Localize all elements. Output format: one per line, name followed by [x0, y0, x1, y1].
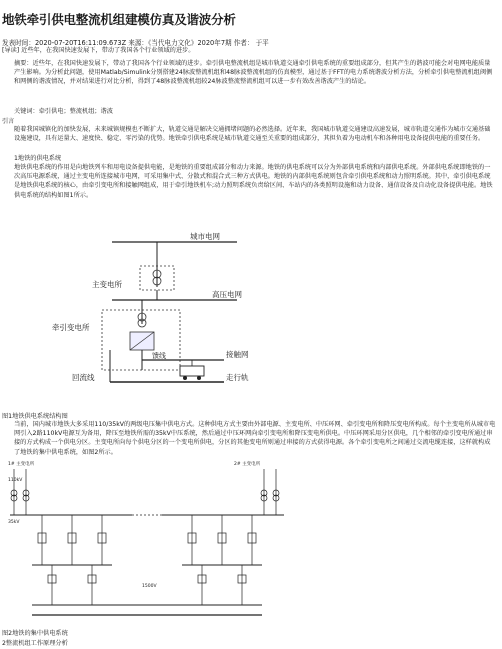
label-35kv: 35kV: [8, 520, 20, 525]
label-110kv: 110kV: [8, 478, 23, 483]
label-running-rail: 走行轨: [226, 373, 249, 382]
figure1-caption: 图1地铁供电系统结构图: [2, 413, 68, 420]
article-meta: 发表时间：2020-07-20T16:11:09.673Z 来源：《当代电力文化》2020年7期 作者： 于平: [2, 39, 269, 47]
label-main-substation: 主变电所: [92, 280, 122, 289]
figure2-caption: 图2地铁的集中供电系统: [2, 630, 68, 637]
label-catenary: 接触网: [226, 350, 249, 359]
label-source-left: 1# 主变电所: [8, 462, 35, 467]
label-1500v: 1500V: [142, 584, 157, 589]
label-source-right: 2# 主变电所: [234, 462, 261, 467]
guide-text: [导读] 近些年，在我国快速发展下，带动了我国各个行业领域的进步。: [2, 47, 195, 54]
label-traction-substation: 牵引变电所: [52, 323, 90, 332]
section1-heading: 1地铁的供电系统: [14, 155, 62, 162]
keywords: 关键词：牵引供电；整流机组；谐波: [14, 108, 113, 115]
label-return-line: 回流线: [72, 373, 95, 382]
paragraph-2: 当前，国内城市地铁大多采用110/35kV的两级电压集中供电方式。这种供电方式主要由外部电源、主变电所、中压环网、牵引变电所和降压变电所构成。每个主变电所从城市电网引入2路110kV电源互为备用，降压至地铁所需的35kV中压系统，然后通过中压环网向牵引变电所和降压变电所供电。中压环网采用分区供电，几个相邻的牵引变电所通过串接的方式构成一个供电分区。主变电所向每个供电分区的一个变电所供电，分区的其他变电所则通过串接的方式获得电源。各个牵引变电所之间通过交流电缆连接，这样就构成了地铁的集中供电系统，如图2所示。: [14, 421, 496, 456]
intro-text: 随着我国城镇化的加快发展，未来城镇规模也不断扩大，轨道交通是解决交通拥堵问题的必然选择。近年来，我国城市轨道交通建设高速发展，城市轨道交通作为城市交通基础设施建设，具有运量大、速度快、稳定、零污染的优势。地铁牵引供电系统是城市轨道交通至关重要的组成部分，其担负着为电动机车和各种用电设备提供电能的重要任务。: [14, 126, 491, 143]
label-hv-network: 高压电网: [212, 290, 242, 299]
intro-heading: 引言: [2, 118, 15, 125]
section2-heading: 2整流机组工作原理分析: [2, 640, 68, 647]
label-city-grid: 城市电网: [190, 232, 220, 241]
abstract-text: 摘要：近些年，在我国快速发展下，带动了我国各个行业领域的进步。牵引供电整流机组是城市轨道交通牵引供电系统的重要组成部分，但其产生的谐波可能会对电网电能质量产生影响。为分析此问题，使用Matlab/Simulink分别搭建24脉波整流机组和48脉波整流机组的仿真模型，通过基于FFT的电力系统谐波分析方法，分析牵引供电整流机组阀侧和网侧的谐波情况，并对结果进行对比分析，得到了48脉波整流机组较24脉波整流整流机组可以进一步有效改善谐波产生的结论。: [14, 60, 493, 86]
figure1-power-supply-diagram: [12, 232, 262, 387]
article-title: 地铁牵引供电整流机组建模仿真及谐波分析: [2, 12, 236, 27]
label-feeder: 馈线: [152, 352, 166, 360]
section1-text: 地铁供电系统的作用是向地铁列车和用电设备提供电能，是地铁的重要组成部分和动力来源。地铁的供电系统可以分为外部供电系统和内部供电系统。外部供电系统即地铁的一次高压电源系统，通过主变电所连接城市电网，可采用集中式、分散式和混合式三种方式供电。地铁的内部供电系统则包含牵引供电系统和动力照明系统。其中，牵引供电系统是地铁供电系统的核心，由牵引变电所和接触网组成，用于牵引地铁机车;动力照明系统负责给区间、车站内的各类照明设施和动力设备、通信设备及自动化设备提供电能。地铁供电系统的结构如图1所示。: [14, 164, 493, 199]
figure2-centralized-supply-diagram: [2, 455, 292, 627]
